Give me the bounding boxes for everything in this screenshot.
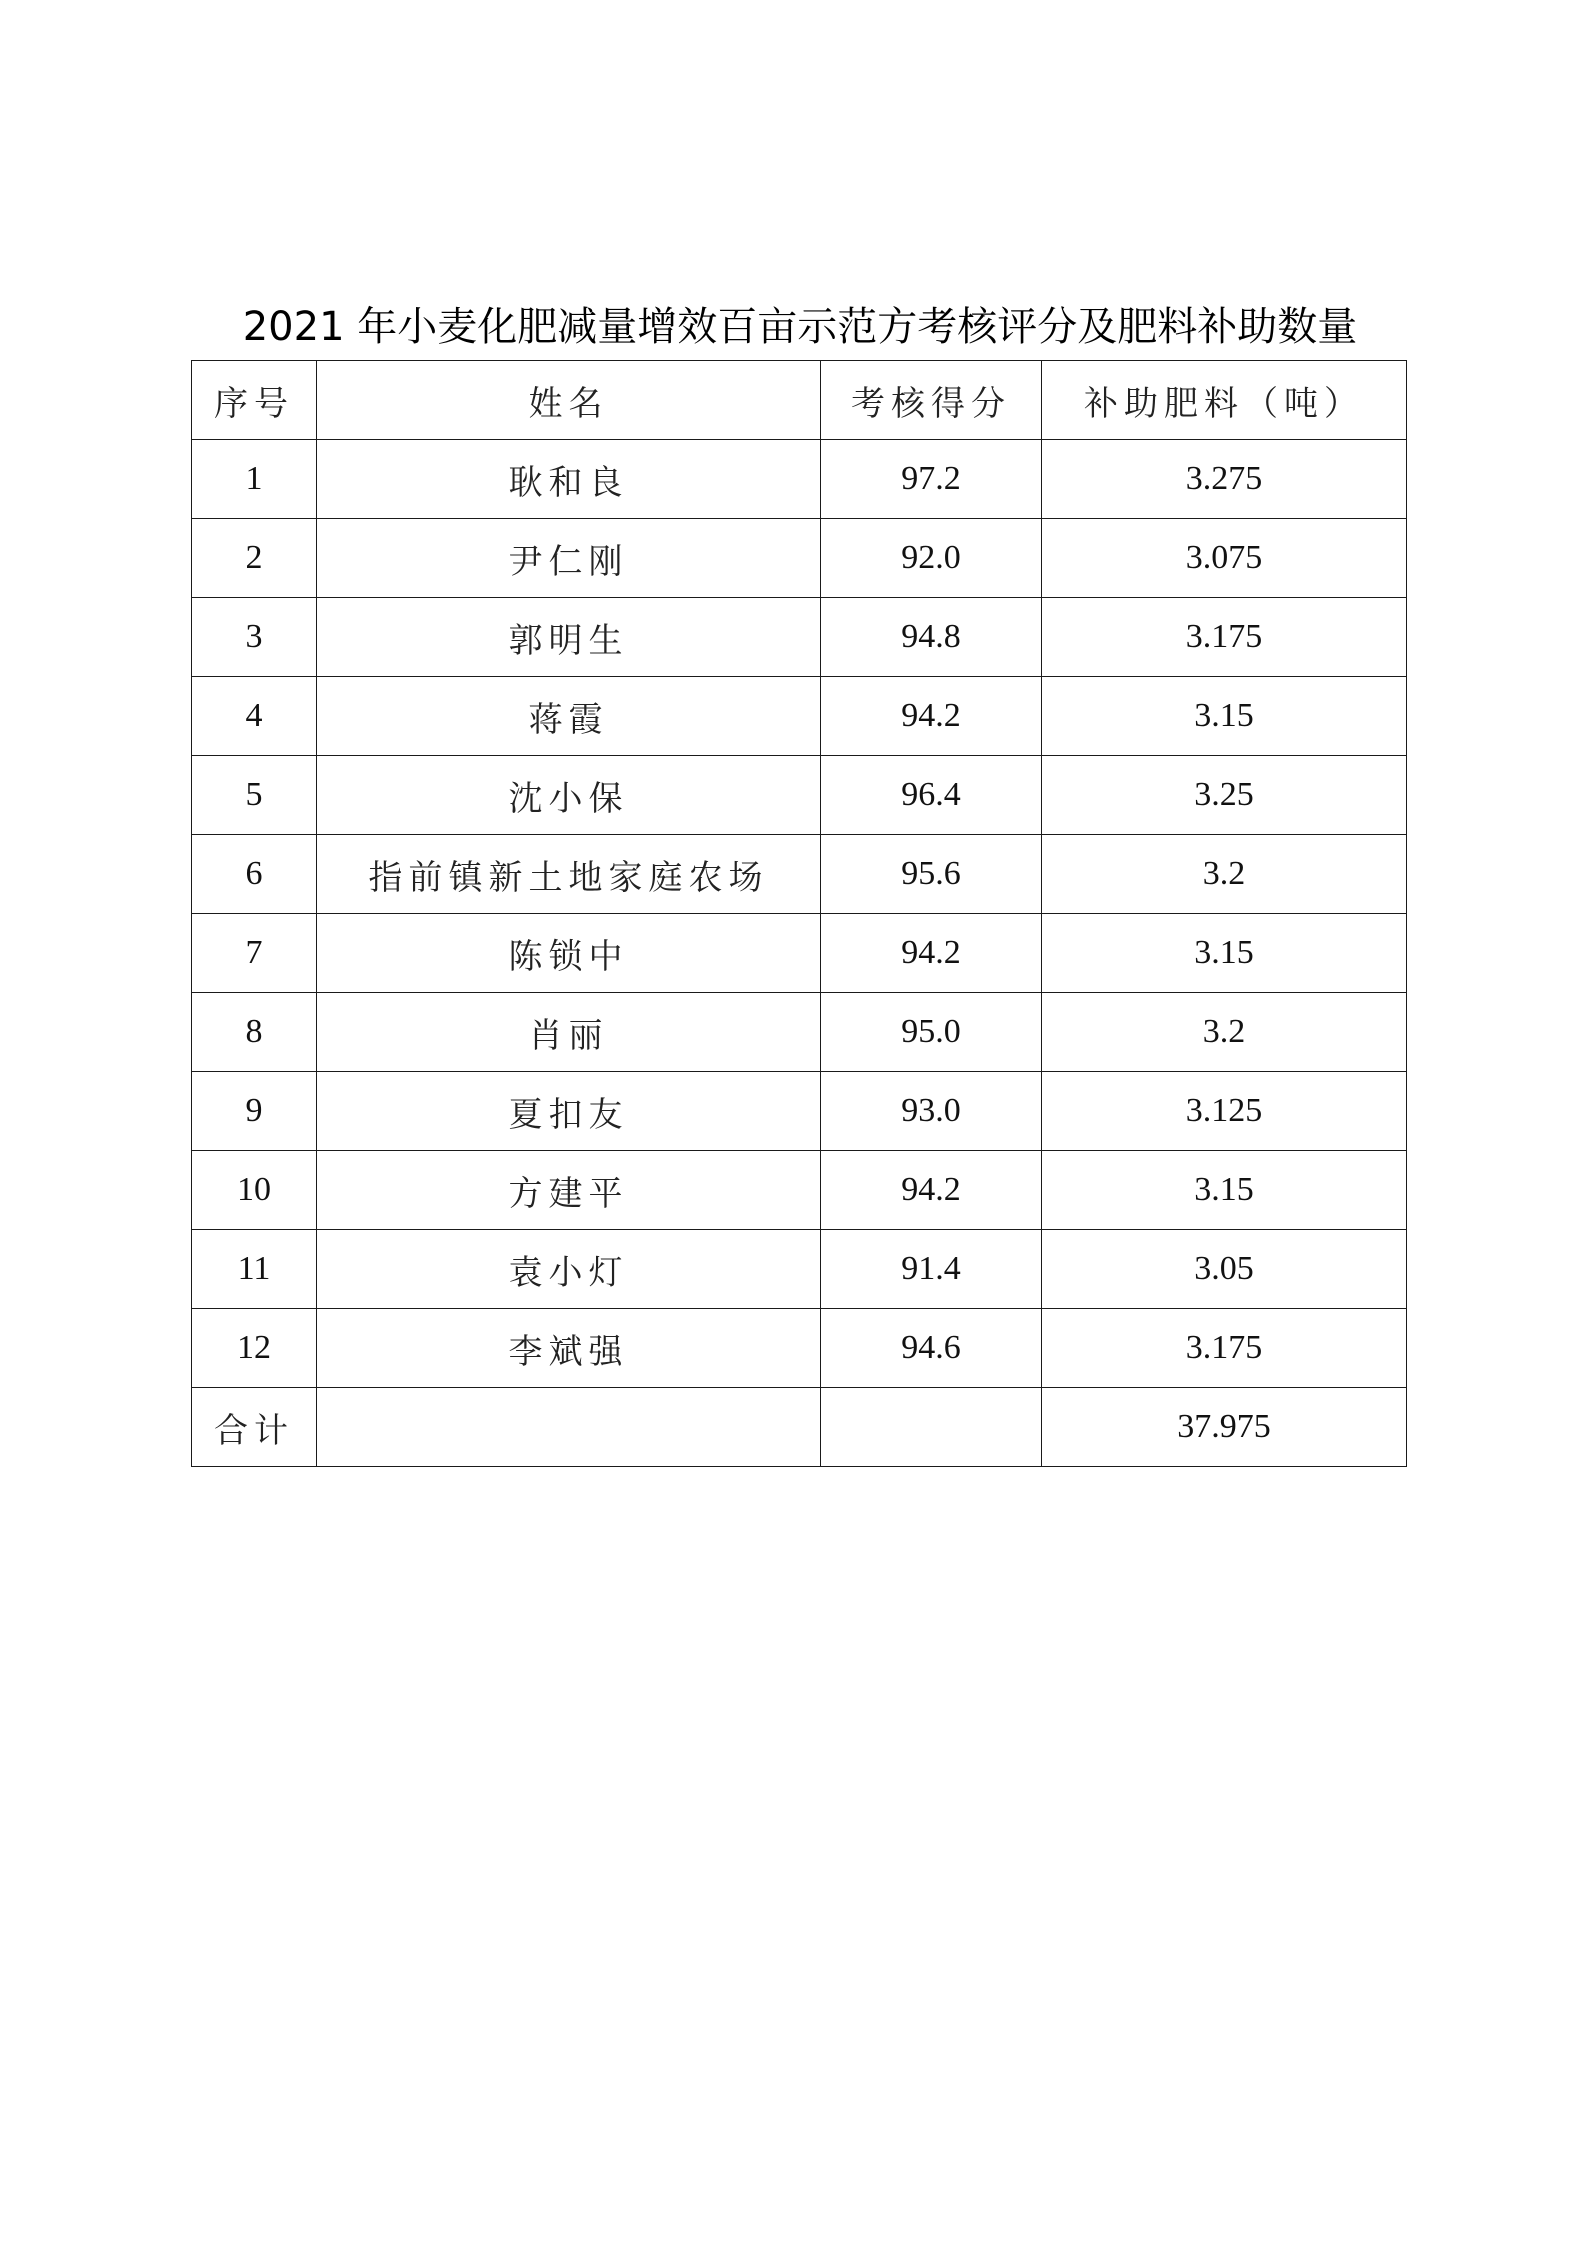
header-score: 考核得分: [821, 361, 1042, 440]
cell-name: 沈小保: [317, 756, 821, 835]
cell-amount: 3.15: [1042, 1151, 1407, 1230]
cell-seq: 4: [192, 677, 317, 756]
cell-amount: 3.2: [1042, 835, 1407, 914]
table-row: [192, 440, 1407, 519]
cell-amount: 3.175: [1042, 1309, 1407, 1388]
cell-seq: 9: [192, 1072, 317, 1151]
cell-name: 耿和良: [317, 440, 821, 519]
cell-name: 尹仁刚: [317, 519, 821, 598]
table-row: [192, 1309, 1407, 1388]
cell-score: 94.8: [821, 598, 1042, 677]
total-label: 合计: [192, 1388, 317, 1467]
cell-score: 94.6: [821, 1309, 1042, 1388]
table-row: [192, 1230, 1407, 1309]
cell-amount: 3.15: [1042, 914, 1407, 993]
header-seq: 序号: [192, 361, 317, 440]
total-amount: 37.975: [1042, 1388, 1407, 1467]
cell-name: 方建平: [317, 1151, 821, 1230]
table-row: [192, 756, 1407, 835]
cell-seq: 3: [192, 598, 317, 677]
cell-name: 李斌强: [317, 1309, 821, 1388]
cell-score: 91.4: [821, 1230, 1042, 1309]
header-name: 姓名: [317, 361, 821, 440]
subsidy-table: [191, 360, 1407, 1467]
cell-score: 97.2: [821, 440, 1042, 519]
cell-score: 92.0: [821, 519, 1042, 598]
cell-seq: 12: [192, 1309, 317, 1388]
cell-seq: 8: [192, 993, 317, 1072]
cell-name: 夏扣友: [317, 1072, 821, 1151]
cell-score: 94.2: [821, 677, 1042, 756]
table-row: [192, 519, 1407, 598]
table-row: [192, 1072, 1407, 1151]
table-row: [192, 677, 1407, 756]
cell-amount: 3.075: [1042, 519, 1407, 598]
cell-name: 郭明生: [317, 598, 821, 677]
total-name-cell: [317, 1388, 821, 1467]
cell-name: 指前镇新土地家庭农场: [317, 835, 821, 914]
table-row: [192, 598, 1407, 677]
cell-name: 蒋霞: [317, 677, 821, 756]
cell-score: 96.4: [821, 756, 1042, 835]
table-body: [192, 440, 1407, 1467]
cell-name: 袁小灯: [317, 1230, 821, 1309]
table-row: [192, 835, 1407, 914]
table-header-row: [192, 361, 1407, 440]
cell-score: 95.0: [821, 993, 1042, 1072]
cell-seq: 11: [192, 1230, 317, 1309]
table-total-row: [192, 1388, 1407, 1467]
cell-seq: 6: [192, 835, 317, 914]
cell-score: 95.6: [821, 835, 1042, 914]
table-row: [192, 1151, 1407, 1230]
cell-name: 陈锁中: [317, 914, 821, 993]
cell-score: 94.2: [821, 914, 1042, 993]
cell-amount: 3.125: [1042, 1072, 1407, 1151]
cell-name: 肖丽: [317, 993, 821, 1072]
cell-amount: 3.175: [1042, 598, 1407, 677]
cell-seq: 5: [192, 756, 317, 835]
cell-seq: 7: [192, 914, 317, 993]
cell-amount: 3.25: [1042, 756, 1407, 835]
page-title: 2021 年小麦化肥减量增效百亩示范方考核评分及肥料补助数量: [242, 304, 1358, 350]
cell-amount: 3.2: [1042, 993, 1407, 1072]
cell-amount: 3.275: [1042, 440, 1407, 519]
cell-seq: 1: [192, 440, 317, 519]
cell-seq: 10: [192, 1151, 317, 1230]
total-score-cell: [821, 1388, 1042, 1467]
cell-score: 94.2: [821, 1151, 1042, 1230]
cell-seq: 2: [192, 519, 317, 598]
header-amount: 补助肥料（吨）: [1042, 361, 1407, 440]
cell-amount: 3.15: [1042, 677, 1407, 756]
cell-amount: 3.05: [1042, 1230, 1407, 1309]
table-row: [192, 993, 1407, 1072]
cell-score: 93.0: [821, 1072, 1042, 1151]
table-row: [192, 914, 1407, 993]
